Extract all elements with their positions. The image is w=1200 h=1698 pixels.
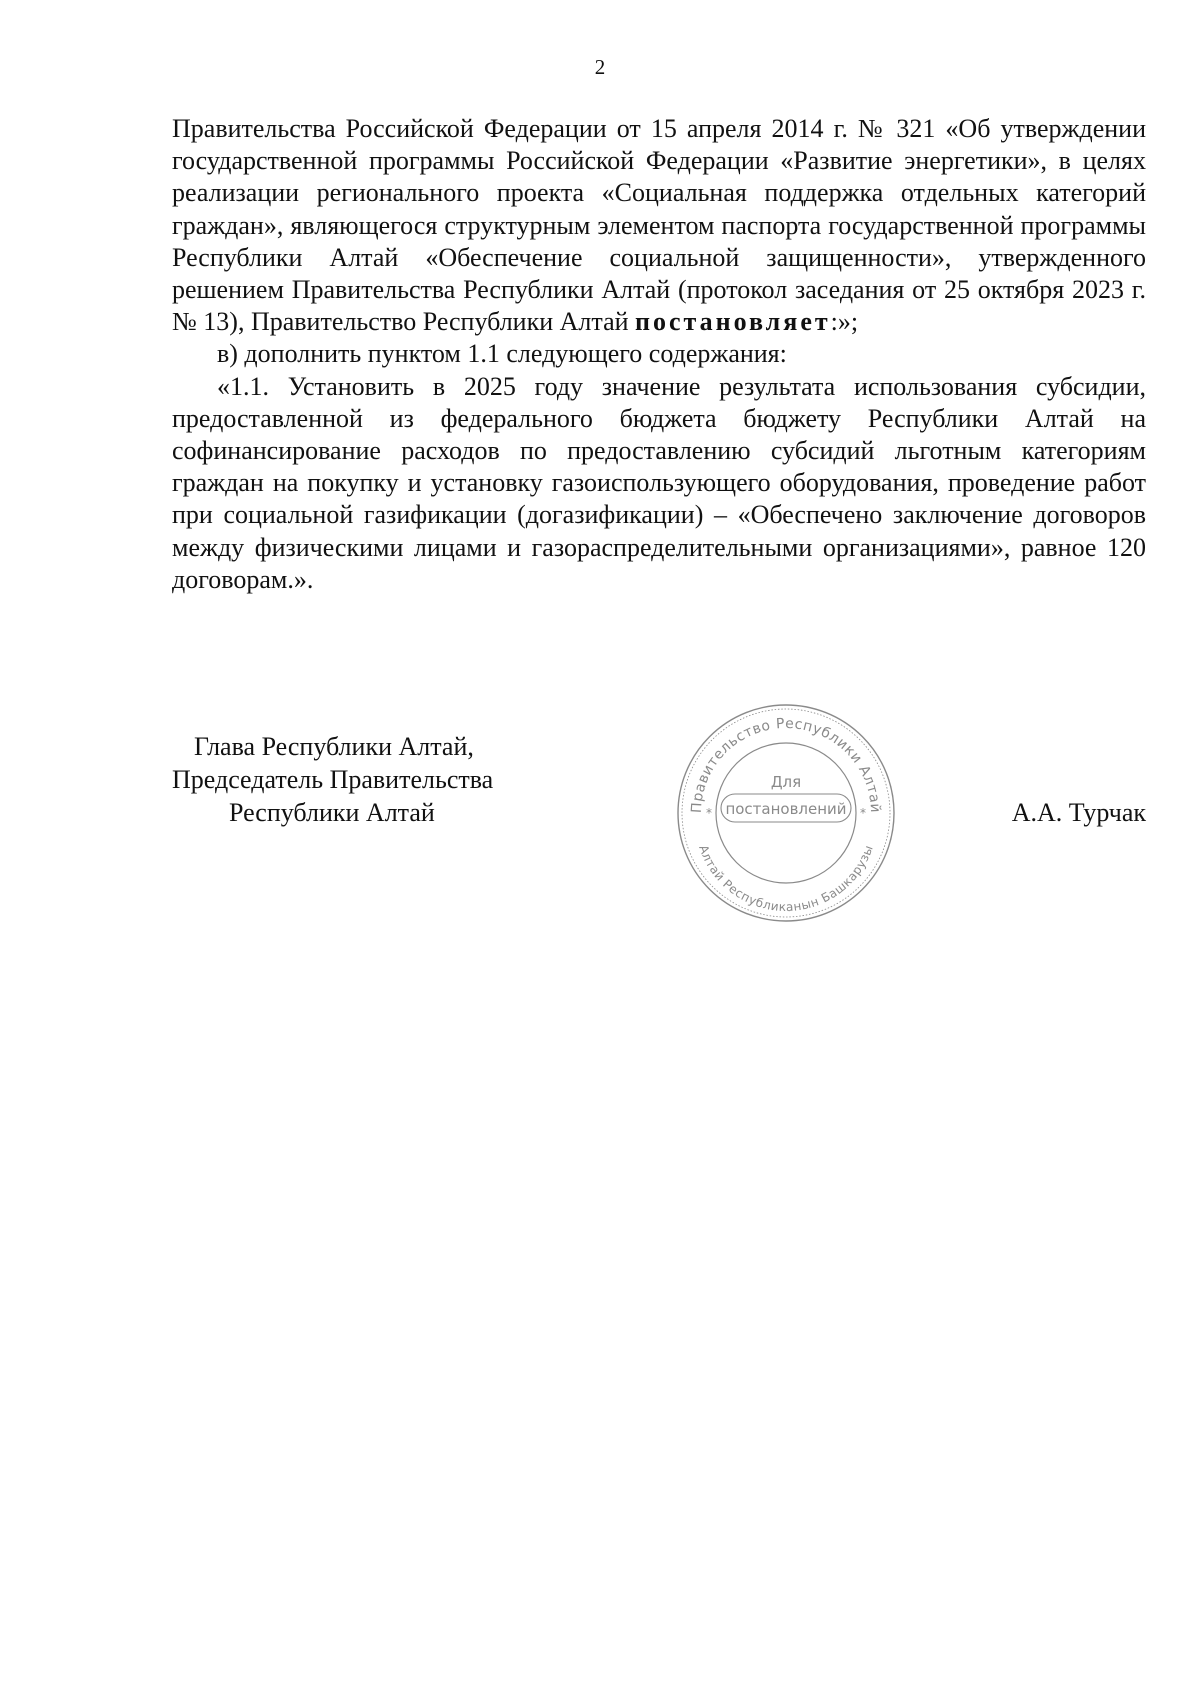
seal-star-right-icon: * [860, 806, 866, 820]
seal-center-line-1: Для [770, 773, 802, 791]
official-seal [675, 702, 897, 924]
signatory-title-line: Республики Алтай [229, 798, 435, 827]
signatory-title-line: Председатель Правительства [172, 765, 494, 794]
page-number: 2 [594, 55, 606, 79]
seal-star-left-icon: * [706, 806, 712, 820]
paragraph-amendment: в) дополнить пунктом 1.1 следующего содержания: [217, 339, 787, 369]
document-body [172, 113, 1146, 596]
preamble-text: Правительства Российской Федерации от 15 апреля 2014 г. № 321 «Об утверждении государственной программы Российской Федерации «Развитие энергетики», в целях реализации регионального проекта «Социальная поддержка отдельных категорий граждан», являющегося структурным элементом паспорта государственной программы Республики Алтай «Обеспечение социальной защищенности», утвержденного решением Правительства Республики Алтай (протокол заседания от 25 октября 2023 г. № 13), Правительство Республики Алтай [172, 114, 1146, 337]
preamble-tail: :»; [830, 307, 859, 337]
seal-center-line-2: постановлений [725, 800, 847, 818]
resolution-keyword: постановляет [635, 307, 831, 337]
paragraph-clause-1-1: «1.1. Установить в 2025 году значение результата использования субсидии, предоставленной из федерального бюджета бюджету Республики Алтай на софинансирование расходов по предоставлению субсидий льготным категориям граждан на покупку и установку газоиспользующего оборудования, проведение работ при социальной газификации (догазификации) – «Обеспечено заключение договоров между физическими лицами и газораспределительными организациями», равное 120 договорам.». [172, 371, 1146, 594]
seal-bottom-text: Алтай Республиканын Башкарузы [696, 843, 876, 915]
paragraph-preamble [172, 113, 1146, 338]
seal-top-text: Правительство Республики Алтай [688, 715, 884, 814]
signatory-title [172, 730, 493, 829]
signatory-title-line: Глава Республики Алтай, [194, 732, 474, 761]
signatory-name: А.А. Турчак [1011, 798, 1146, 827]
